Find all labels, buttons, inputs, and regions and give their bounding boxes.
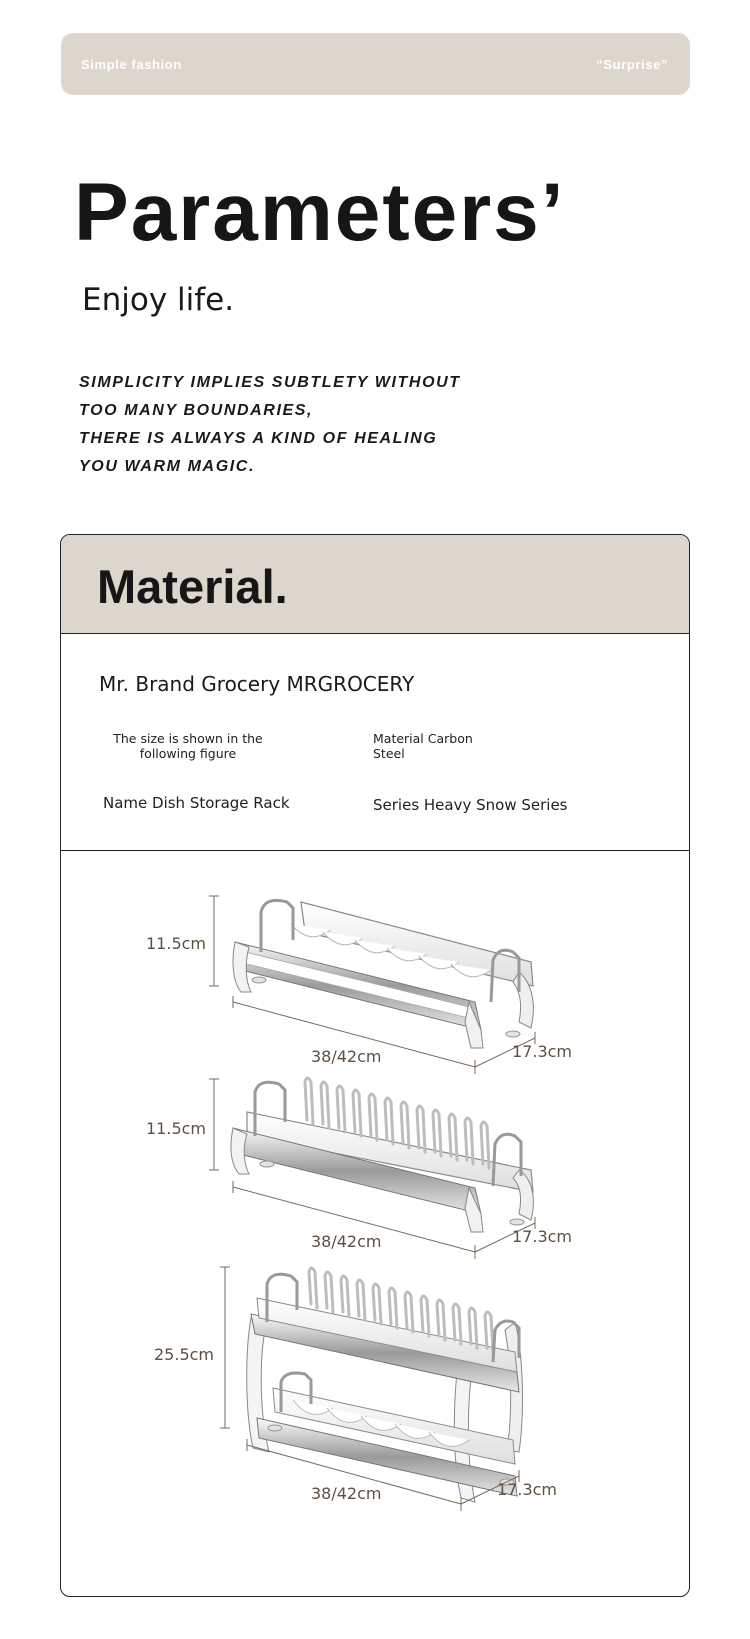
material-card	[60, 534, 690, 1597]
rack-1	[146, 896, 572, 1074]
top-banner	[61, 33, 690, 95]
slogan	[79, 369, 539, 481]
rack-1-height: 11.5cm	[146, 934, 207, 953]
card-header	[61, 535, 689, 634]
rack-2-height: 11.5cm	[146, 1119, 207, 1138]
rack-2	[146, 1078, 572, 1259]
rack-1-depth: 17.3cm	[512, 1042, 573, 1061]
rack-2-length: 38/42cm	[311, 1232, 382, 1251]
product-series: Series Heavy Snow Series	[373, 796, 568, 814]
dimension-figure	[61, 852, 689, 1594]
size-note: The size is shown in the following figure	[113, 731, 263, 761]
slogan-line: SIMPLICITY IMPLIES SUBTLETY WITHOUT	[79, 374, 461, 391]
rack-illustrations	[61, 852, 689, 1594]
slogan-line: THERE IS ALWAYS A KIND OF HEALING	[79, 430, 438, 447]
rack-2-depth: 17.3cm	[512, 1227, 573, 1246]
banner-left-text: Simple fashion	[81, 57, 182, 72]
product-name: Name Dish Storage Rack	[103, 794, 290, 812]
rack-3-length: 38/42cm	[311, 1484, 382, 1503]
page-subtitle: Enjoy life.	[82, 282, 235, 318]
rack-3-height: 25.5cm	[154, 1345, 215, 1364]
rack-3-depth: 17.3cm	[497, 1480, 558, 1499]
rack-3	[154, 1267, 557, 1511]
slogan-line: TOO MANY BOUNDARIES,	[79, 402, 314, 419]
banner-right-text: “Surprise”	[596, 57, 668, 72]
card-heading: Material.	[97, 560, 288, 613]
page-title: Parameters’	[74, 167, 566, 258]
slogan-line: YOU WARM MAGIC.	[79, 458, 255, 475]
material-text: Material Carbon Steel	[373, 731, 473, 761]
rack-1-length: 38/42cm	[311, 1047, 382, 1066]
product-info	[61, 634, 689, 851]
brand-text: Mr. Brand Grocery MRGROCERY	[99, 672, 415, 696]
